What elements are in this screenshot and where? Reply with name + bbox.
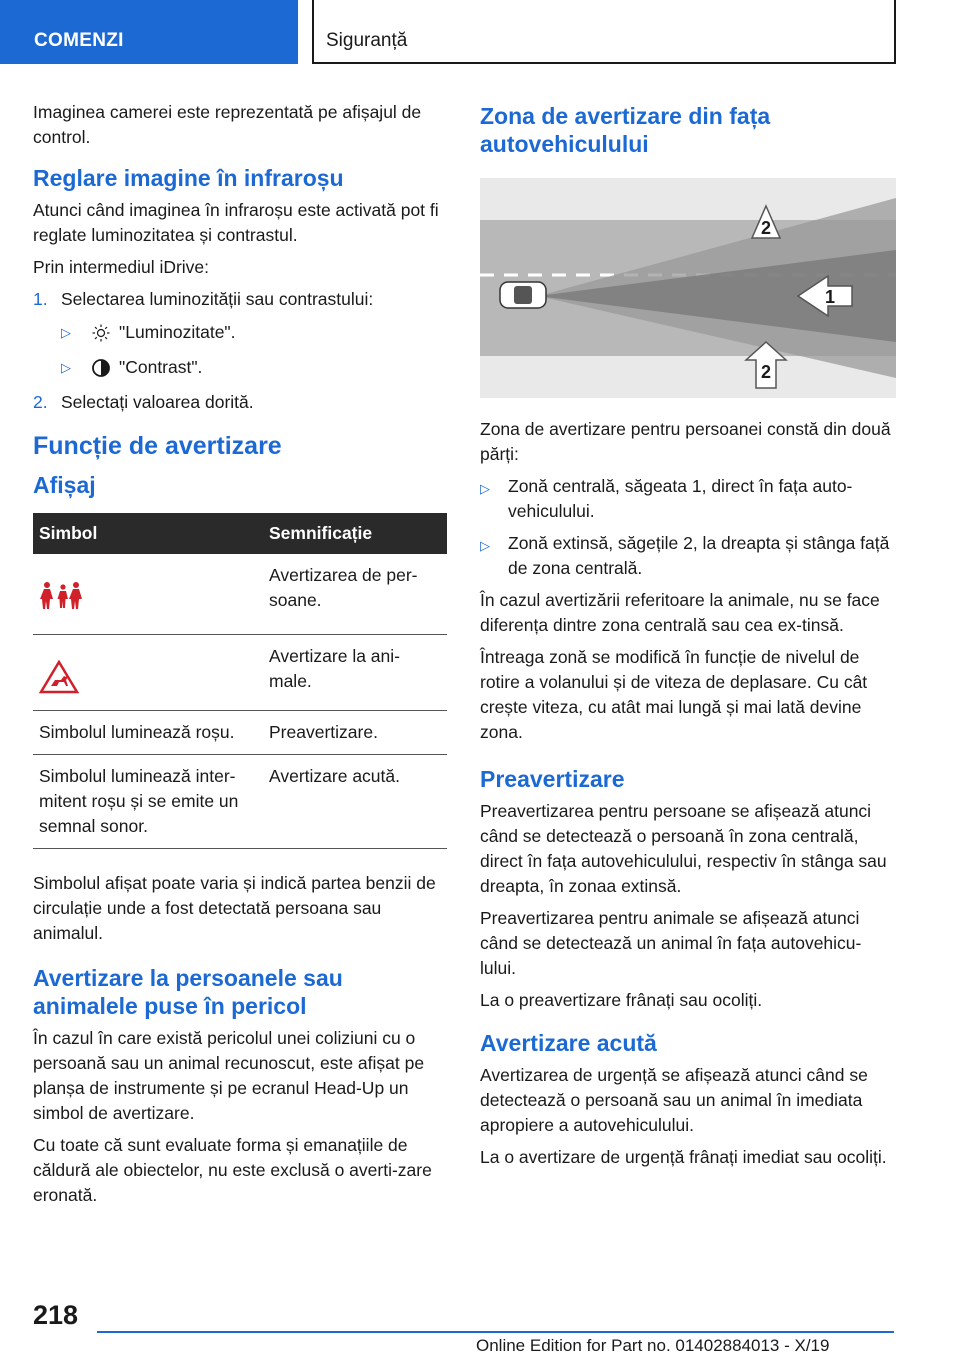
heading-reglare: Reglare imagine în infraroșu [33, 165, 344, 191]
pre-paragraph-1: Preavertizarea pentru persoane se afișează atunci când se detectează o persoană în zona centrală, direct în fața autovehiculului, respectiv în stânga sau dreapta, în zonaa extinsă. [480, 801, 887, 896]
heading-functie: Funcție de avertizare [33, 432, 282, 460]
triangle-bullet-icon: ▷ [61, 325, 71, 340]
idrive-paragraph: Prin intermediul iDrive: [33, 257, 210, 277]
pre-paragraph-3: La o preavertizare frânați sau ocoliți. [480, 990, 763, 1010]
step-number: 2. [33, 392, 48, 412]
heading-persoane: Avertizare la persoanele sau animalele puse în pericol [33, 964, 343, 1019]
table-row [33, 710, 447, 754]
sub-item-text: "Luminozitate". [119, 322, 236, 342]
animale-paragraph: În cazul avertizării referitoare la animale, nu se face diferența dintre zona centrală sau cea ex-tinsă. [480, 590, 880, 635]
edition-text: Online Edition for Part no. 01402884013 - X/19 [476, 1336, 830, 1355]
section-tab[interactable] [0, 0, 298, 64]
acuta-paragraph-2: La o avertizare de urgență frânați imediat sau ocoliți. [480, 1147, 887, 1167]
table-header-cell: Semnificație [263, 513, 447, 554]
table-row [33, 554, 447, 634]
right-column [480, 100, 896, 1177]
arrow-label: 2 [760, 362, 772, 382]
reglare-paragraph: Atunci când imaginea în infraroșu este activată pot fi reglate luminozitatea și contrastul. [33, 200, 439, 245]
animal-warning-icon [39, 660, 79, 701]
acuta-paragraph-1: Avertizarea de urgență se afișează atunci când se detectează o persoană sau un animal în imediata apropiere a autovehiculului. [480, 1065, 868, 1135]
table-cell-meaning: Avertizare acută. [263, 754, 447, 848]
step-number: 1. [33, 289, 48, 309]
pedestrians-warning-icon [39, 581, 83, 618]
table-row [33, 754, 447, 848]
symbol-table [33, 513, 447, 849]
intreaga-paragraph: Întreaga zonă se modifică în funcție de nivelul de rotire a volanului și de viteza de deplasare. Cu cât crește viteza, cu atât mai lungă și mai lată devine zona. [480, 647, 868, 742]
persoane-paragraph-1: În cazul în care există pericolul unei coliziuni cu o persoană sau un animal recunoscut, este afișat pe planșa de instrumente și pe ecranul Head-Up un simbol de avertizare. [33, 1027, 425, 1123]
bullet-item [480, 474, 896, 524]
pre-paragraph-2: Preavertizarea pentru animale se afișează atunci când se detectează un animal în fața autovehicu-lului. [480, 908, 862, 978]
bullet-item [480, 531, 896, 581]
footer-rule [97, 1331, 894, 1333]
left-column [33, 100, 447, 1215]
page-number: 218 [33, 1300, 79, 1330]
chapter-title: Siguranță [326, 30, 408, 51]
table-cell-symbol: Simbolul luminează inter-mitent roșu și se emite un semnal sonor. [33, 754, 263, 848]
table-header-cell: Simbol [33, 513, 263, 554]
table-cell-symbol: Simbolul luminează roșu. [33, 710, 263, 754]
table-cell-meaning: Avertizare la ani-male. [263, 634, 447, 710]
step-text: Selectați valoarea dorită. [61, 392, 254, 412]
warning-zone-diagram [480, 178, 896, 398]
section-title: COMENZI [34, 30, 124, 51]
step-text: Selectarea luminozității sau contrastului: [61, 289, 374, 309]
arrow-label: 2 [760, 218, 772, 238]
car-icon [500, 282, 546, 308]
heading-afisaj: Afișaj [33, 472, 96, 498]
contrast-icon [91, 358, 119, 378]
table-cell-symbol [33, 554, 263, 634]
table-header-row [33, 513, 447, 554]
chapter-header [312, 0, 896, 64]
step-2 [33, 390, 447, 415]
triangle-bullet-icon: ▷ [480, 538, 490, 553]
brightness-icon [91, 323, 119, 343]
arrow-label: 1 [824, 287, 836, 307]
sub-item-text: "Contrast". [119, 357, 203, 377]
table-cell-meaning: Avertizarea de per-soane. [263, 554, 447, 634]
triangle-bullet-icon: ▷ [61, 360, 71, 375]
sub-item-contrast [61, 355, 447, 380]
bullet-text: Zonă centrală, săgeata 1, direct în fața auto-vehiculului. [508, 476, 853, 521]
heading-acuta: Avertizare acută [480, 1030, 657, 1056]
zona-paragraph: Zona de avertizare pentru persoanei constă din două părți: [480, 419, 891, 464]
heading-zona: Zona de avertizare din fața autovehiculului [480, 103, 771, 157]
persoane-paragraph-2: Cu toate că sunt evaluate forma și emanațiile de căldură ale obiectelor, nu este exclusă o averti-zare eronată. [33, 1134, 432, 1205]
step-1 [33, 287, 447, 312]
heading-preavertizare: Preavertizare [480, 766, 625, 792]
bullet-text: Zonă extinsă, săgețile 2, la dreapta și stânga față de zona centrală. [508, 533, 890, 578]
table-cell-symbol [33, 634, 263, 710]
simbol-paragraph: Simbolul afișat poate varia și indică partea benzii de circulație unde a fost detectată persoana sau animalul. [33, 872, 436, 943]
intro-paragraph: Imaginea camerei este reprezentată pe afișajul de control. [33, 102, 422, 147]
table-row [33, 634, 447, 710]
triangle-bullet-icon: ▷ [480, 481, 490, 496]
table-cell-meaning: Preavertizare. [263, 710, 447, 754]
sub-item-brightness [61, 320, 447, 345]
